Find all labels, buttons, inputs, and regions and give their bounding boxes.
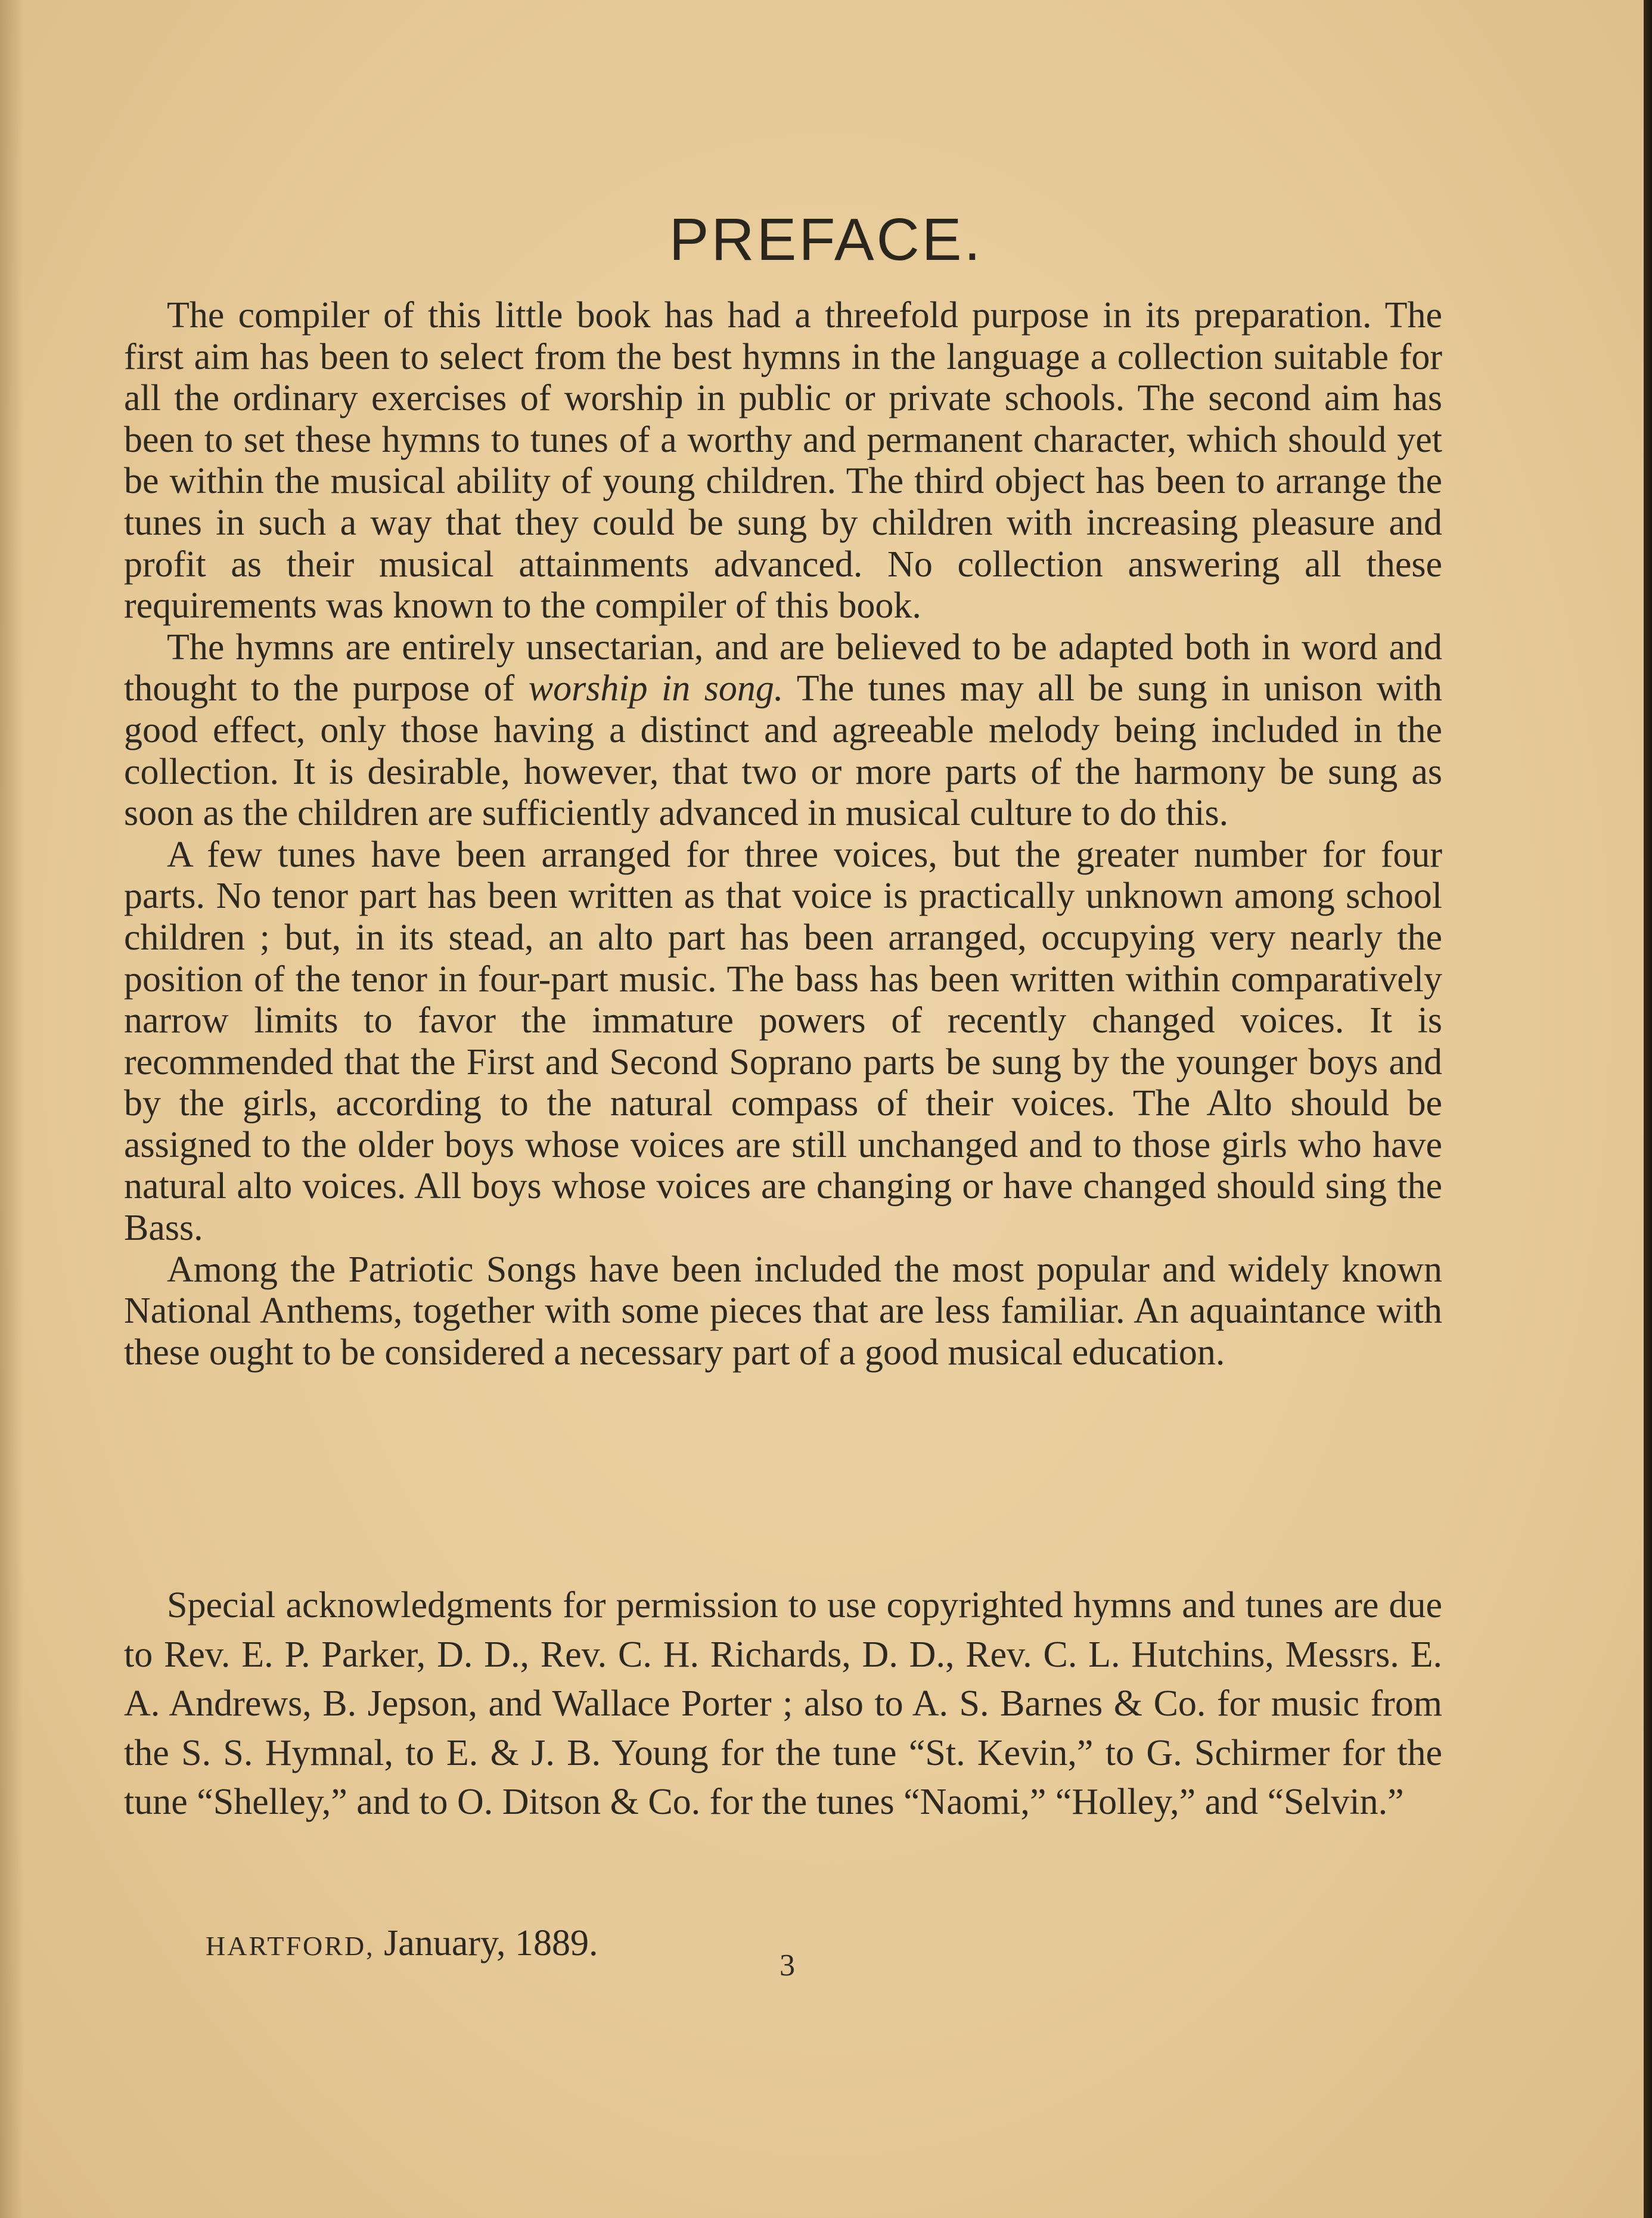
paragraph-hymns (124, 627, 1442, 835)
acknowledgments (124, 1581, 1442, 1827)
preface-body (124, 295, 1442, 1373)
paragraph-hymns-after: The tunes may all be sung in unison with good effect, only those having a distinct and agreeable melody being included in the collection. It is desirable, however, that two or more parts of the harmony be sung as soon as the children are sufficiently advanced in musical culture to do this. (124, 668, 1442, 834)
paragraph-voices: A few tunes have been arranged for three voices, but the greater number for four parts. No tenor part has been written as that voice is practically unknown among school children ; but, in its stead, an alto part has been arranged, occupying very nearly the position of the tenor in four-part music. The bass has been written within comparatively narrow limits to favor the immature powers of recently changed voices. It is recommended that the First and Second Soprano parts be sung by the younger boys and by the girls, according to the natural compass of their voices. The Alto should be assigned to the older boys whose voices are still unchanged and to those girls who have natural alto voices. All boys whose voices are changing or have changed should sing the Bass. (124, 834, 1442, 1249)
paragraph-purpose: The compiler of this little book has had a threefold purpose in its preparation. The first aim has been to select from the best hymns in the language a collection suitable for all the ordinary exercises of worship in public or private schools. The second aim has been to set these hymns to tunes of a worthy and permanent character, which should yet be within the musical ability of young children. The third object has been to arrange the tunes in such a way that they could be sung by children with increasing pleasure and profit as their musical attainments advanced. No collection answering all these requirements was known to the compiler of this book. (124, 295, 1442, 626)
paragraph-hymns-emphasis: worship in song. (528, 668, 784, 709)
signoff-place: HARTFORD, (206, 1931, 375, 1961)
page-title: PREFACE. (669, 206, 983, 273)
signoff (206, 1922, 598, 1965)
signoff-date: January, 1889. (384, 1923, 598, 1963)
paragraph-hymns-before: The hymns are entirely unsectarian, and are believed to be adapted both in word and thought to the purpose of (124, 626, 1442, 709)
page-number: 3 (780, 1949, 795, 1983)
page-edge (1644, 0, 1652, 2218)
paragraph-patriotic: Among the Patriotic Songs have been included the most popular and widely known National Anthems, together with some pieces that are less familiar. An aquaintance with these ought to be considered a necessary part of a good musical education. (124, 1249, 1442, 1373)
acknowledgment-text: Special acknowledgments for permission to use copyrighted hymns and tunes are due to Rev. E. P. Parker, D. D., Rev. C. H. Richards, D. D., Rev. C. L. Hutchins, Messrs. E. A. Andrews, B. Jepson, and Wallace Porter ; also to A. S. Barnes & Co. for music from the S. S. Hymnal, to E. & J. B. Young for the tune “St. Kevin,” to G. Schirmer for the tune “Shelley,” and to O. Ditson & Co. for the tunes “Naomi,” “Holley,” and “Selvin.” (124, 1585, 1442, 1822)
page-gutter-shadow (0, 0, 24, 2218)
